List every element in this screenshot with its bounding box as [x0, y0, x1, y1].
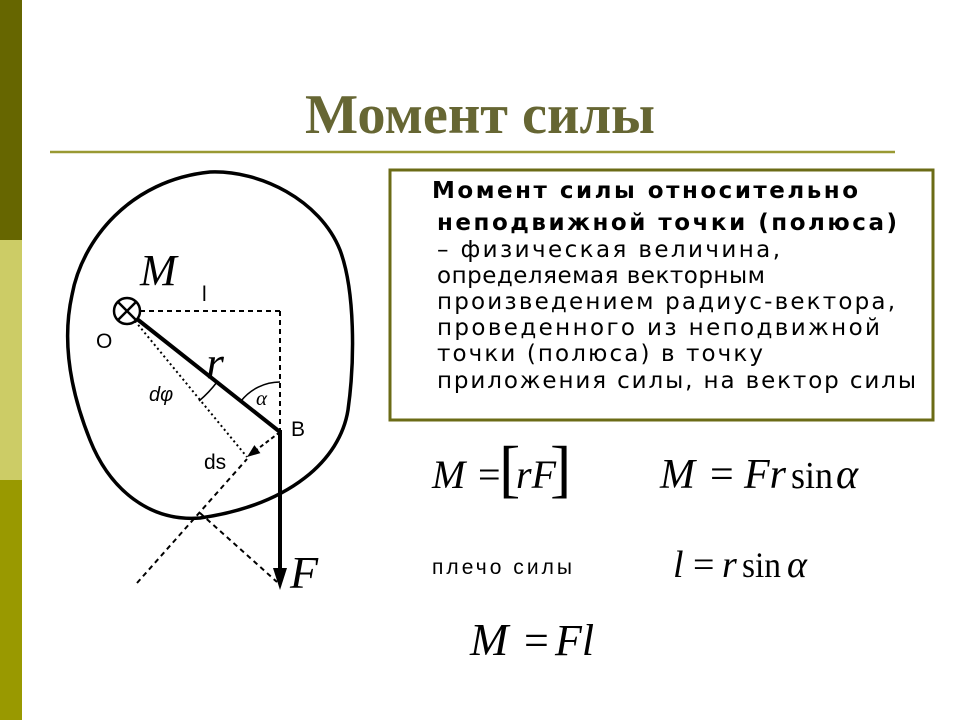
formula-vector-moment — [431, 433, 571, 504]
definition-line-5: произведением радиус-вектора, — [437, 289, 895, 315]
formula-equals: = — [710, 452, 734, 498]
side-stripe — [0, 0, 22, 720]
definition-line-7: точки (полюса) в точку — [437, 341, 763, 367]
side-stripe-middle — [0, 240, 22, 480]
formula-alpha: α — [787, 544, 807, 586]
rotation-angle-label: dφ — [149, 384, 174, 406]
application-point-label: B — [291, 418, 306, 441]
definition-line-8: приложения силы, на вектор силы — [437, 368, 916, 394]
moment-label: M — [140, 246, 177, 295]
alpha-angle-label: α — [256, 386, 268, 410]
slide-title: Момент силы — [305, 84, 655, 146]
formula-symbol-m: M — [470, 614, 509, 665]
formula-symbol-m: M — [432, 452, 466, 497]
formula-sin: sin — [791, 455, 833, 497]
pivot-label: O — [96, 330, 113, 353]
tangent-dashed-line — [137, 459, 247, 583]
formula-bracket-open: [ — [499, 433, 521, 504]
force-label: F — [290, 547, 319, 598]
formula-bracket-close: ] — [550, 433, 572, 504]
formula-moment-via-lever — [469, 614, 594, 665]
formula-product-fr: Fr — [744, 452, 786, 498]
side-stripe-top — [0, 0, 22, 240]
side-stripe-bottom — [0, 480, 22, 720]
formula-lever-arm — [673, 544, 808, 586]
lever-arm-label: l — [202, 283, 207, 306]
formula-equals: = — [524, 616, 549, 665]
formula-alpha: α — [836, 452, 859, 498]
definition-line-6: проведенного из неподвижной — [437, 315, 880, 341]
formula-symbol-l: l — [673, 544, 684, 586]
definition-line-2: неподвижной точки (полюса) — [437, 210, 897, 236]
definition-line-1: Момент силы относительно — [432, 178, 858, 204]
displacement-label: ds — [204, 451, 227, 474]
formula-symbol-r: r — [722, 544, 737, 586]
displacement-arrowhead — [247, 445, 260, 457]
formula-product-rf: rF — [516, 452, 556, 497]
formula-product-fl: Fl — [555, 616, 595, 665]
formula-equals: = — [478, 452, 501, 497]
formula-scalar-moment — [659, 452, 859, 498]
formula-sin: sin — [742, 545, 781, 585]
formula-equals: = — [693, 544, 715, 586]
definition-line-4: определяемая векторным — [437, 263, 765, 289]
definition-line-3: – физическая величина, — [437, 237, 780, 263]
formula-symbol-m: M — [660, 452, 695, 498]
parallel-dashed-line — [200, 513, 277, 582]
displacement-dashed-line — [255, 432, 280, 451]
lever-arm-caption: плечо силы — [432, 556, 572, 579]
radius-vector-label: r — [206, 337, 224, 388]
